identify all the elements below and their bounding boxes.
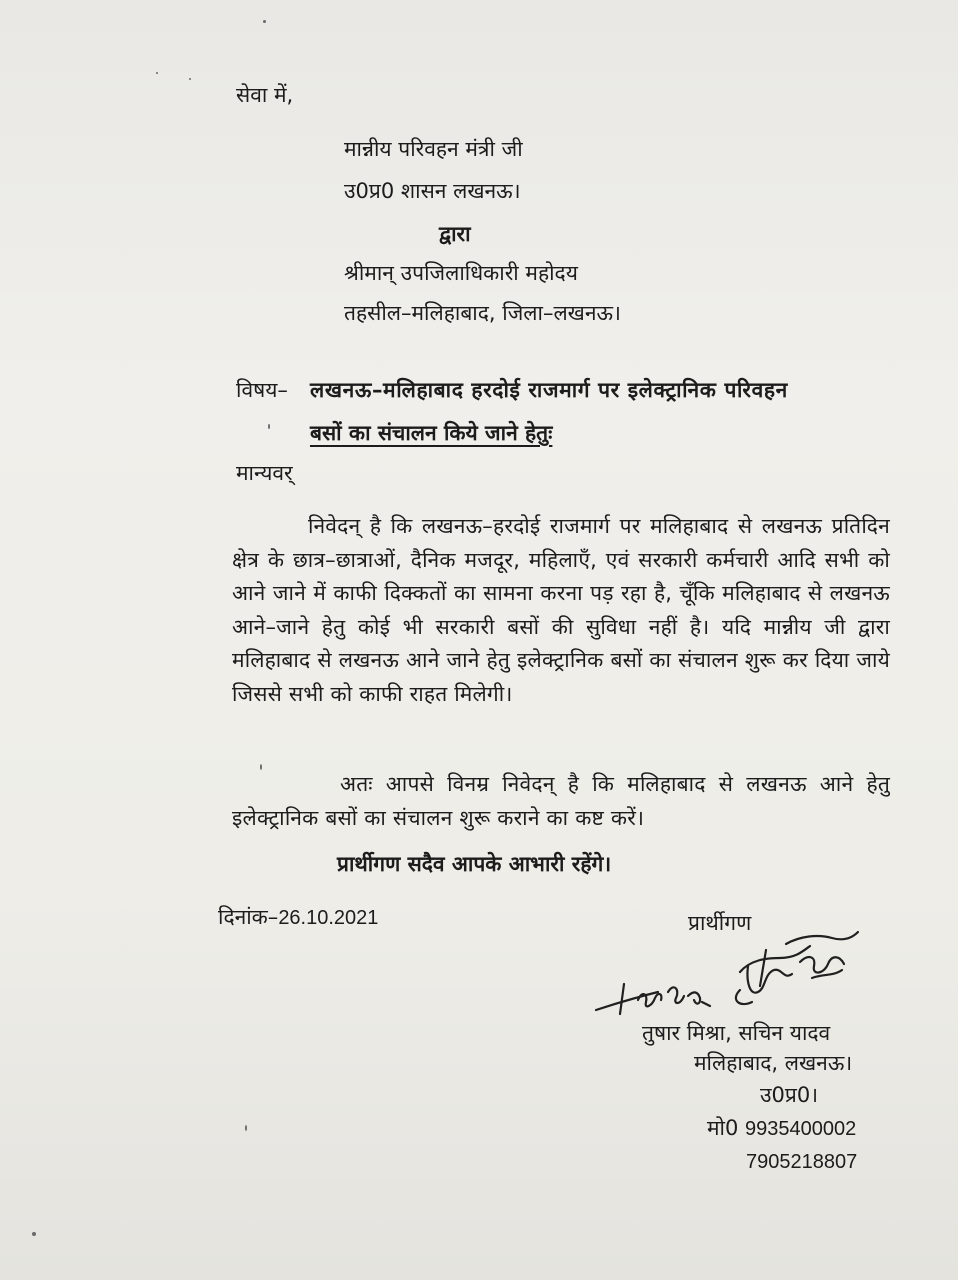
phone-label: मो0 <box>707 1116 739 1140</box>
paper-speck <box>268 424 270 429</box>
salutation-to: सेवा में, <box>236 83 294 107</box>
subject-label: विषय– <box>236 378 288 402</box>
paper-speck <box>189 78 191 80</box>
recipient-line-2: उ0प्र0 शासन लखनऊ। <box>344 179 521 203</box>
sender-state: उ0प्र0। <box>760 1083 819 1107</box>
phone-number-2: 7905218807 <box>746 1151 858 1173</box>
date-label: दिनांक– <box>218 905 279 929</box>
date-row <box>218 902 378 933</box>
paper-speck <box>32 1232 36 1236</box>
closing-line: प्रार्थीगण सदैव आपके आभारी रहेंगे। <box>337 852 612 876</box>
sender-place: मलिहाबाद, लखनऊ। <box>694 1051 853 1075</box>
paper-speck <box>263 20 266 23</box>
sender-phone-row <box>707 1113 856 1144</box>
sender-names: तुषार मिश्रा, सचिन यादव <box>642 1021 831 1045</box>
via-label: द्वारा <box>439 222 471 246</box>
paper-speck <box>156 72 158 74</box>
body-paragraph-1: निवेदन् है कि लखनऊ–हरदोई राजमार्ग पर मलिहाबाद से लखनऊ प्रतिदिन क्षेत्र के छात्र–छात्राओं, दैनिक मजदूर, महिलाएँ, एवं सरकारी कर्मचारी आदि सभी को आने जाने में काफी दिक्कतों का सामना करना पड़ रहा है, चूँकि मलिहाबाद से लखनऊ आने–जाने हेतु कोई भी सरकारी बसों की सुविधा नहीं है। यदि मान्नीय जी द्वारा मलिहाबाद से लखनऊ आने जाने हेतु इलेक्ट्रानिक बसों का संचालन शुरू कर दिया जाये जिससे सभी को काफी राहत मिलेगी। <box>232 514 890 706</box>
phone-number-1: 9935400002 <box>745 1118 857 1140</box>
date-value: 26.10.2021 <box>278 907 379 929</box>
paper-speck <box>245 1125 247 1131</box>
subject-line-2: बसों का संचालन किये जाने हेतुः <box>310 421 553 445</box>
body-paragraph-2: अतः आपसे विनम्र निवेदन् है कि मलिहाबाद से लखनऊ आने हेतु इलेक्ट्रानिक बसों का संचालन शुरू कराने का कष्ट करें। <box>232 772 890 830</box>
subject-line-1: लखनऊ–मलिहाबाद हरदोई राजमार्ग पर इलेक्ट्रानिक परिवहन <box>310 378 788 402</box>
via-line-2: तहसील–मलिहाबाद, जिला–लखनऊ। <box>344 301 621 325</box>
sender-label: प्रार्थीगण <box>688 911 752 935</box>
via-line-1: श्रीमान् उपजिलाधिकारी महोदय <box>344 261 578 285</box>
greeting: मान्यवर् <box>236 461 293 485</box>
handwritten-signatures <box>590 922 870 1032</box>
recipient-line-1: मान्नीय परिवहन मंत्री जी <box>344 137 523 161</box>
